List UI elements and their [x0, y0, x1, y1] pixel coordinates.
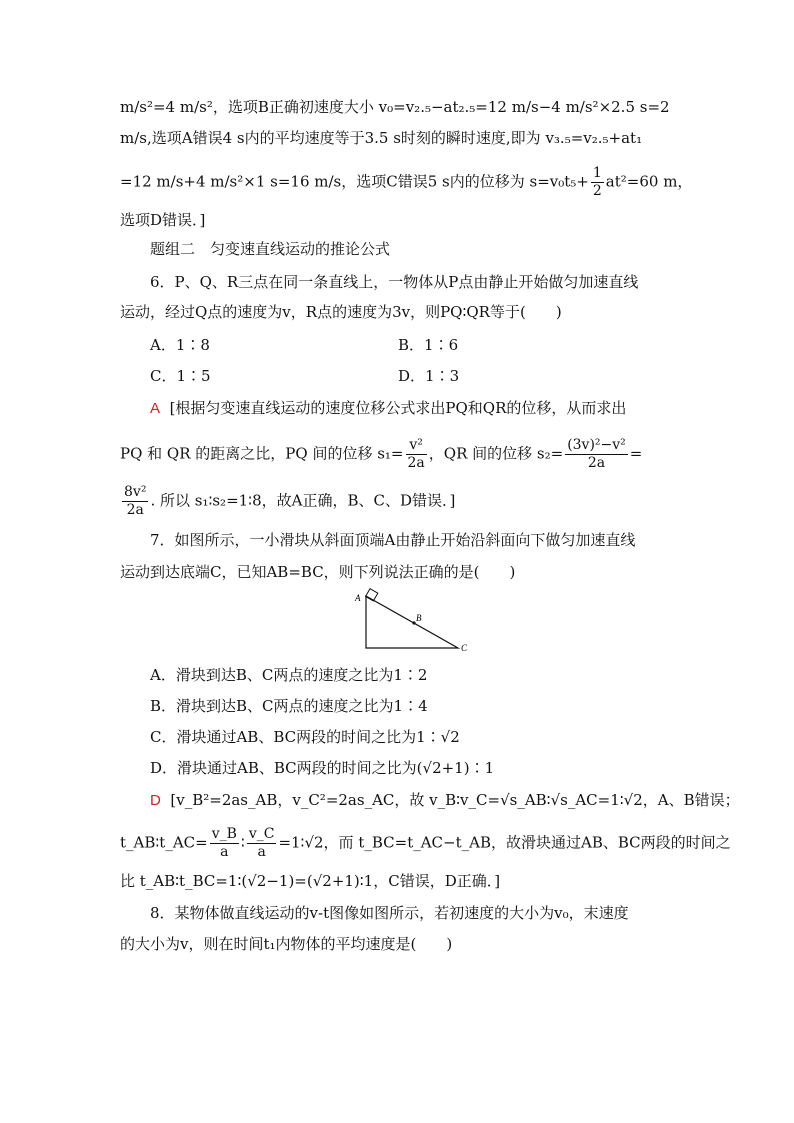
prev-solution-line-1: m/s²=4 m/s²，选项B正确初速度大小 v₀=v₂.₅−at₂.₅=12 m/s−4 m/s²×2.5 s=2: [120, 98, 670, 116]
q6-fraction-1: $\frac{\text{v²}}{2a}$: [407, 437, 425, 471]
q7-answer: D: [150, 792, 161, 809]
q6-answer: A: [150, 400, 161, 417]
label-b: B: [416, 613, 422, 623]
q7-fraction-1: $\frac{v\_B}{a}$: [211, 826, 237, 860]
q7-stem-line-2: 运动到达底端C，已知AB=BC，则下列说法正确的是( ): [120, 563, 516, 581]
q7-solution-line-3: 比 t_AB∶t_BC=1∶(√2−1)=(√2+1)∶1，C错误，D正确．]: [120, 872, 501, 890]
section-title: 题组二 匀变速直线运动的推论公式: [150, 241, 391, 258]
q8-stem-line-2: 的大小为v，则在时间t₁内物体的平均速度是( ): [120, 935, 453, 953]
q7-solution-line-2: [120, 826, 731, 861]
q6-option-d: D．1∶3: [398, 367, 460, 385]
q7-solution-line-1: [150, 790, 740, 811]
q7-solution-text-2b: =1∶√2，而 t_BC=t_AC−t_AB，故滑块通过AB、BC两段的时间之: [278, 833, 731, 852]
label-c: C: [461, 643, 468, 652]
q7-solution-text-1: [v_B²=2as_AB，v_C²=2as_AC，故 v_B∶v_C=√s_AB∶√s_AC=1∶√2，A、B错误；: [170, 791, 740, 809]
q6-solution-text-2c: =: [629, 444, 643, 463]
q6-stem-line-1: 6．P、Q、R三点在同一条直线上，一物体从P点由静止开始做匀加速直线: [150, 273, 639, 291]
q6-stem-line-2: 运动，经过Q点的速度为v，R点的速度为3v，则PQ∶QR等于( ): [120, 303, 562, 321]
q6-option-c: C．1∶5: [150, 367, 211, 385]
q7-option-b: B．滑块到达B、C两点的速度之比为1∶4: [150, 697, 428, 715]
prev-solution-line-3-tail: at²=60 m，: [605, 172, 693, 191]
q6-option-b: B．1∶6: [398, 336, 459, 354]
q6-solution-line-2: [120, 437, 680, 472]
q6-solution-text-3: . 所以 s₁∶s₂=1∶8，故A正确，B、C、D错误．]: [150, 491, 456, 510]
prev-solution-line-4: 选项D错误．]: [120, 211, 206, 229]
prev-solution-line-3: [120, 165, 693, 200]
q6-fraction-3: $\frac{\text{8v²}}{2a}$: [124, 484, 147, 518]
q6-fraction-2: $\frac{\text{(3v)²−v²}}{2a}$: [567, 437, 626, 471]
q6-solution-text-1: [根据匀变速直线运动的速度位移公式求出PQ和QR的位移，从而求出: [169, 399, 627, 417]
q7-option-a: A．滑块到达B、C两点的速度之比为1∶2: [150, 666, 428, 684]
label-a: A: [355, 593, 361, 603]
q7-fraction-2: $\frac{v\_C}{a}$: [248, 826, 275, 860]
incline-figure: [348, 588, 478, 652]
q7-solution-text-2a: t_AB∶t_AC=: [120, 833, 208, 852]
q6-solution-line-3: [120, 484, 680, 519]
q6-option-a: A．1∶8: [150, 336, 210, 354]
q7-stem-line-1: 7．如图所示，一小滑块从斜面顶端A由静止开始沿斜面向下做匀加速直线: [150, 531, 636, 549]
prev-solution-line-2: m/s,选项A错误4 s内的平均速度等于3.5 s时刻的瞬时速度,即为 v₃.₅=v₂.₅+at₁: [120, 129, 643, 147]
q7-option-c: C．滑块通过AB、BC两段的时间之比为1∶√2: [150, 728, 460, 746]
q6-solution-line-1: [150, 398, 710, 419]
q7-solution-text-2mid: ∶: [240, 833, 245, 852]
q8-stem-line-1: 8．某物体做直线运动的v-t图像如图所示，若初速度的大小为v₀，末速度: [150, 904, 629, 922]
incline-triangle: [366, 596, 458, 648]
q6-solution-text-2a: PQ 和 QR 的距离之比，PQ 间的位移 s₁=: [120, 444, 404, 463]
q7-option-d: D．滑块通过AB、BC两段的时间之比为(√2+1)∶1: [150, 759, 495, 777]
half-fraction: $\frac{1}{2}$: [592, 165, 602, 199]
prev-solution-line-3-text: =12 m/s+4 m/s²×1 s=16 m/s，选项C错误5 s内的位移为 s=v₀t₅+: [120, 172, 589, 191]
q6-solution-text-2b: ，QR 间的位移 s₂=: [428, 444, 564, 463]
